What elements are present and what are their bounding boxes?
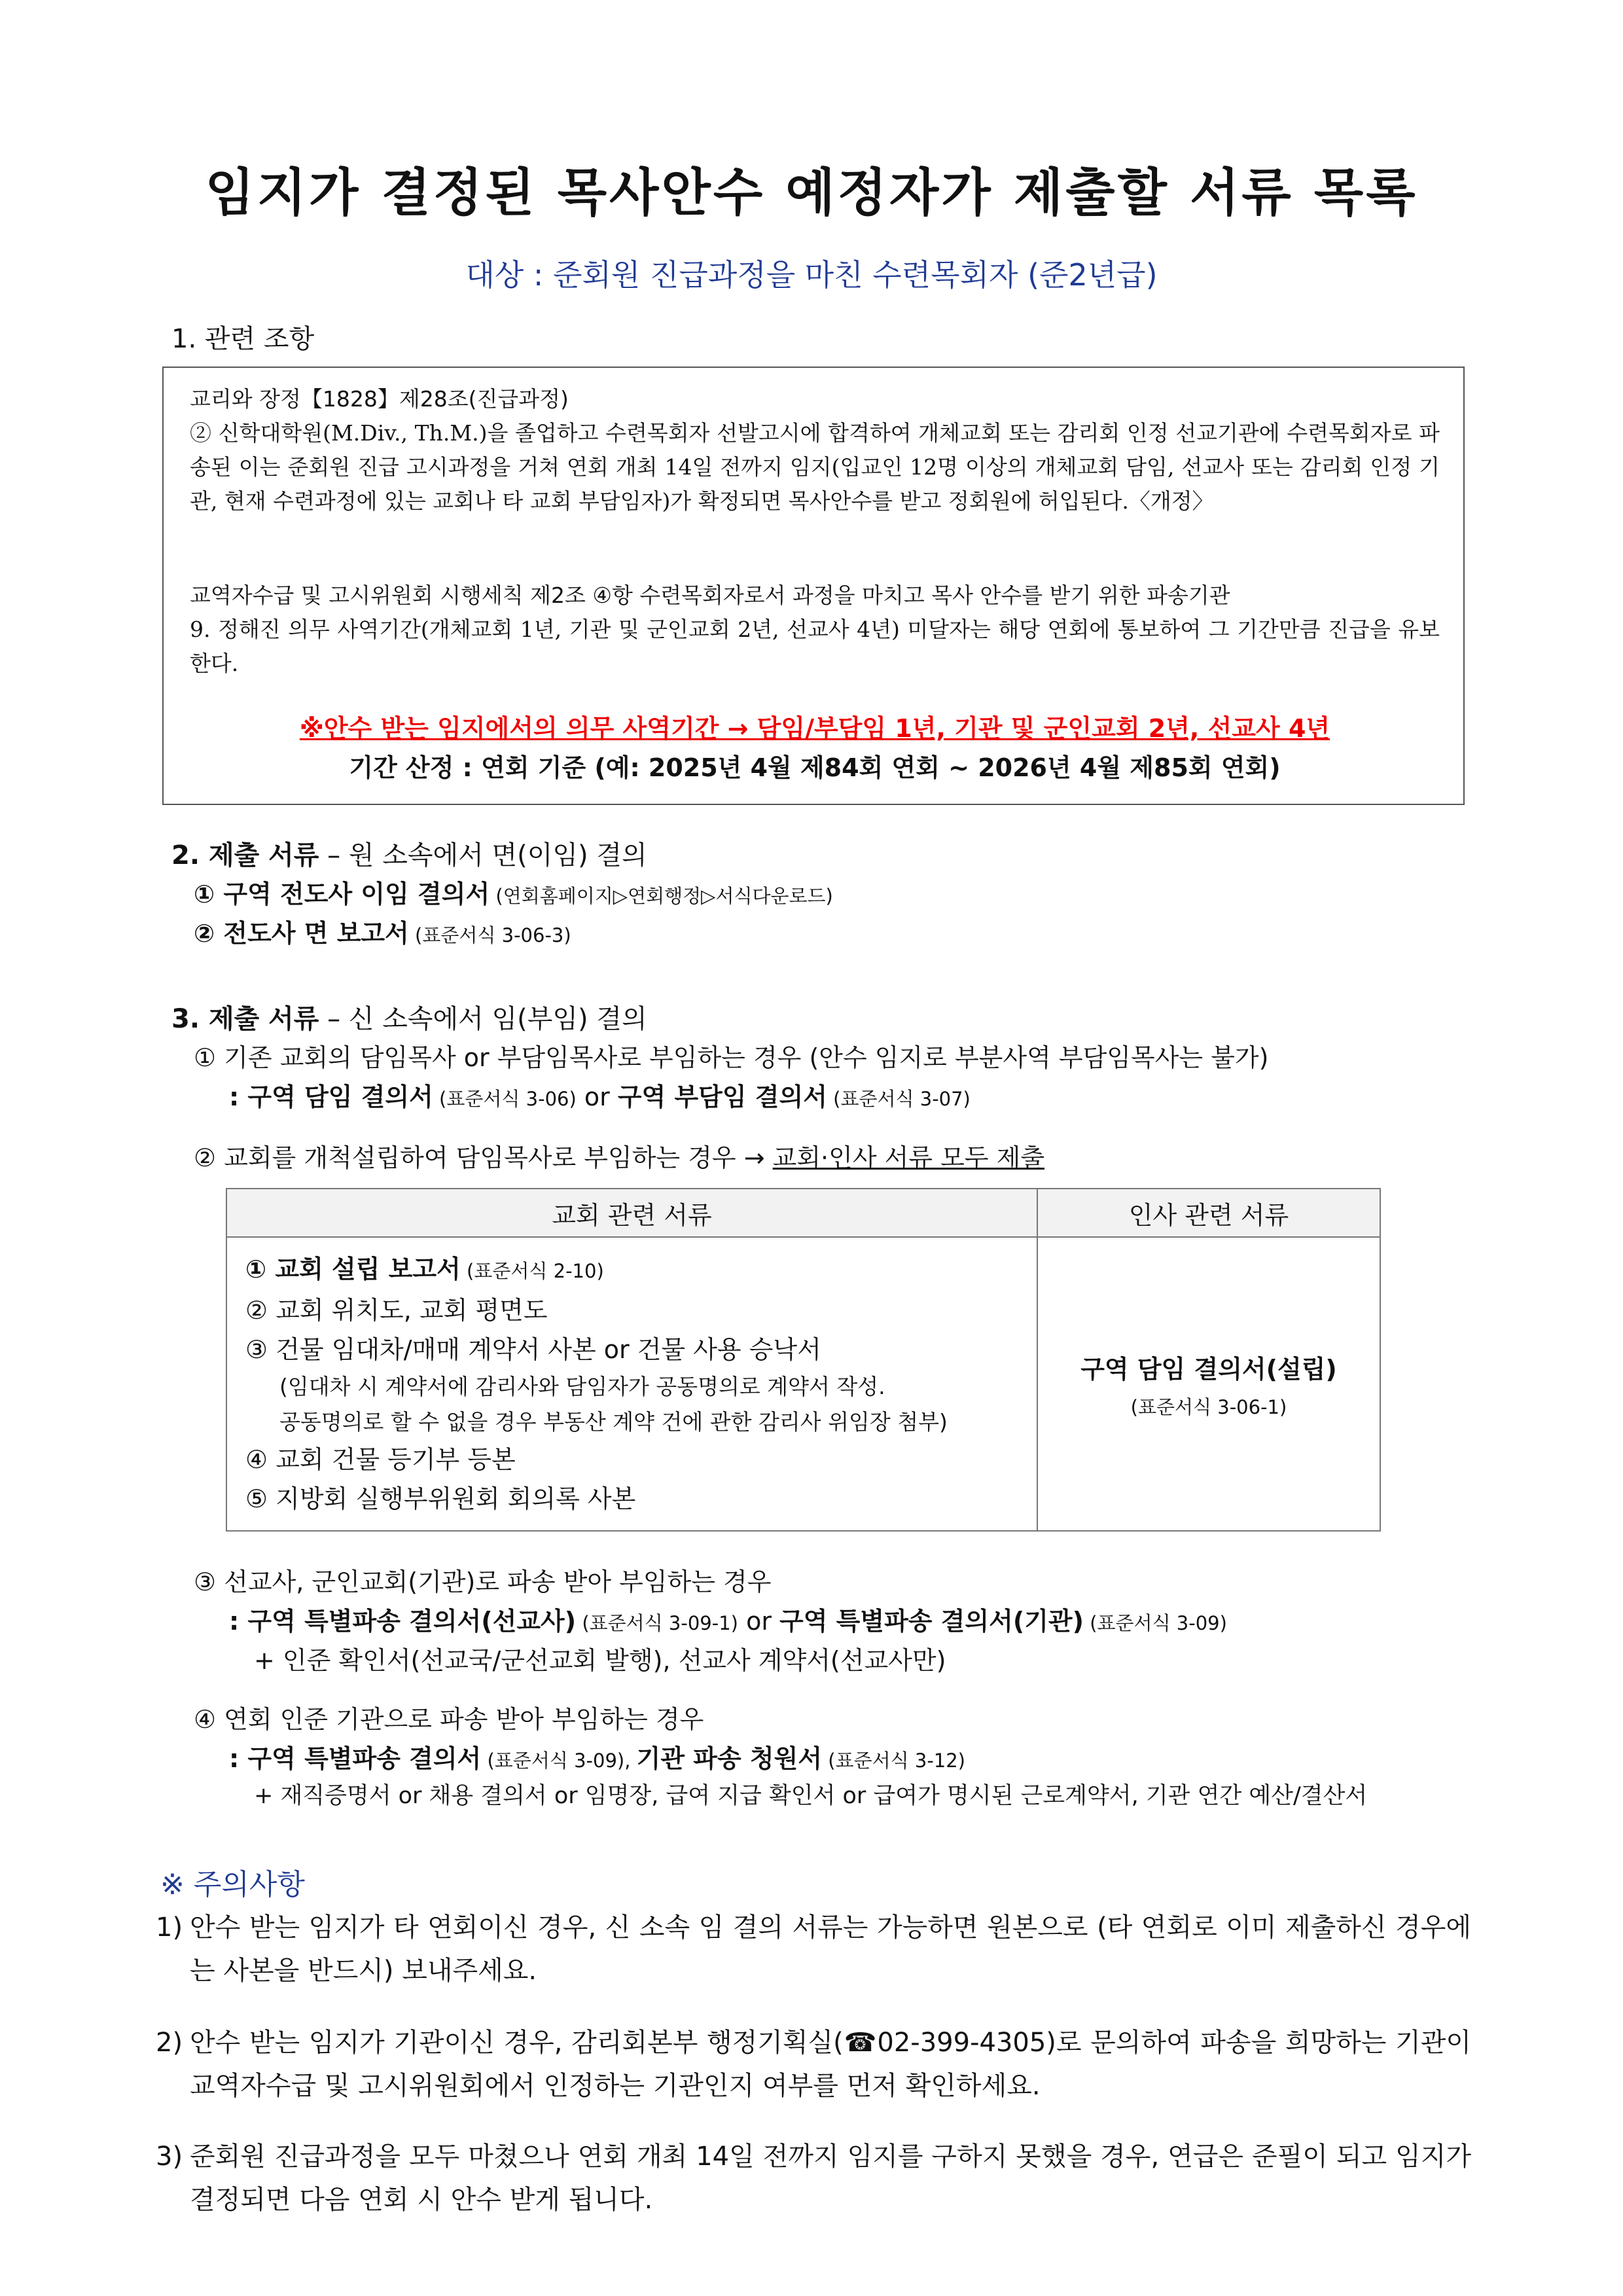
case-3-line: ③ 선교사, 군인교회(기관)로 파송 받아 부임하는 경우 bbox=[194, 1568, 772, 1596]
note-3 bbox=[156, 2135, 1471, 2221]
case-4-line: ④ 연회 인준 기관으로 파송 받아 부임하는 경우 bbox=[194, 1705, 704, 1734]
case-2-line bbox=[194, 1138, 1044, 1174]
regulation-1 bbox=[190, 382, 1440, 518]
personnel-doc-form: (표준서식 3-06-1) bbox=[1130, 1395, 1287, 1418]
church-doc-1-form: (표준서식 2-10) bbox=[460, 1260, 604, 1282]
regulation-2-body: 9. 정해진 의무 사역기간(개체교회 1년, 기관 및 군인교회 2년, 선교사 4년) 미달자는 해당 연회에 통보하여 그 기간만큼 진급을 유보한다. bbox=[190, 617, 1440, 676]
regulation-1-body: ② 신학대학원(M.Div., Th.M.)을 졸업하고 수련목회자 선발고시에 합격하여 개체교회 또는 감리회 인정 선교기관에 수련목회자로 파송된 이는 준회원 진급 고시과정을 거쳐 연회 개최 14일 전까지 임지(입교인 12명 이상의 개체교회 담임, 선교사 또는 감리회 인정 기관, 현재 수련과정에 있는 교회나 타 교회 부담임자)가 확정되면 목사안수를 받고 정회원에 허입된다.〈개정〉 bbox=[190, 420, 1440, 514]
case-1-or: or bbox=[576, 1083, 618, 1111]
section-2-item-2 bbox=[194, 913, 571, 949]
section-2-item-1-form: (연회홈페이지▷연회행정▷서식다운로드) bbox=[490, 885, 833, 907]
case-1-doc-b: 구역 부담임 결의서 bbox=[617, 1083, 827, 1111]
case-1-doc-b-form: (표준서식 3-07) bbox=[827, 1088, 971, 1110]
case-1-doc-a-form: (표준서식 3-06) bbox=[433, 1088, 577, 1110]
case-4-doc-a-form: (표준서식 3-09), bbox=[481, 1749, 637, 1772]
note-1-number: 1) bbox=[156, 1912, 183, 1943]
section-2-heading bbox=[171, 834, 647, 872]
note-3-number: 3) bbox=[156, 2142, 183, 2172]
personnel-documents-cell bbox=[1037, 1237, 1380, 1531]
personnel-doc-label: 구역 담임 결의서(설립) bbox=[1080, 1354, 1337, 1384]
case-3-doc-a: : 구역 특별파송 결의서(선교사) bbox=[229, 1607, 577, 1636]
regulation-1-title: 교리와 장정【1828】제28조(진급과정) bbox=[190, 386, 569, 412]
section-2-item-2-form: (표준서식 3-06-3) bbox=[408, 924, 571, 946]
church-doc-5: ⑤ 지방회 실행부위원회 회의록 사본 bbox=[245, 1484, 636, 1513]
church-doc-3: ③ 건물 임대차/매매 계약서 사본 or 건물 사용 승낙서 bbox=[245, 1335, 821, 1364]
case-2-underlined: 교회·인사 서류 모두 제출 bbox=[772, 1143, 1045, 1172]
page-title: 임지가 결정된 목사안수 예정자가 제출할 서류 목록 bbox=[205, 164, 1418, 223]
case-3-doc-b-form: (표준서식 3-09) bbox=[1084, 1612, 1227, 1634]
case-4-additional: + 재직증명서 or 채용 결의서 or 임명장, 급여 지급 확인서 or 급여가 명시된 근로계약서, 기관 연간 예산/결산서 bbox=[254, 1783, 1368, 1809]
case-3-additional: + 인준 확인서(선교국/군선교회 발행), 선교사 계약서(선교사만) bbox=[254, 1646, 946, 1675]
founding-documents-table bbox=[226, 1188, 1381, 1532]
church-documents-cell bbox=[226, 1237, 1037, 1531]
note-3-text: 준회원 진급과정을 모두 마쳤으나 연회 개최 14일 전까지 임지를 구하지 못했을 경우, 연급은 준필이 되고 임지가 결정되면 다음 연회 시 안수 받게 됩니다. bbox=[190, 2142, 1471, 2215]
section-2-item-1-label: ① 구역 전도사 이임 결의서 bbox=[194, 880, 490, 908]
notes-heading: ※ 주의사항 bbox=[160, 1868, 305, 1901]
case-3-or: or bbox=[738, 1607, 780, 1636]
section-3-heading-bold: 3. 제출 서류 bbox=[171, 1004, 319, 1034]
note-1 bbox=[156, 1906, 1471, 1992]
church-doc-3-note-2: 공동명의로 할 수 없을 경우 부동산 계약 건에 관한 감리사 위임장 첨부) bbox=[279, 1409, 948, 1435]
case-3-doc-a-form: (표준서식 3-09-1) bbox=[576, 1612, 738, 1634]
regulation-2-title: 교역자수급 및 고시위원회 시행세칙 제2조 ④항 수련목회자로서 과정을 마치고 목사 안수를 받기 위한 파송기관 bbox=[190, 583, 1230, 608]
note-1-text: 안수 받는 임지가 타 연회이신 경우, 신 소속 임 결의 서류는 가능하면 원본으로 (타 연회로 이미 제출하신 경우에는 사본을 반드시) 보내주세요. bbox=[190, 1912, 1471, 1986]
section-2-heading-bold: 2. 제출 서류 bbox=[171, 840, 319, 870]
case-2-text: ② 교회를 개척설립하여 담임목사로 부임하는 경우 → bbox=[194, 1143, 773, 1172]
section-1-heading: 1. 관련 조항 bbox=[171, 324, 315, 354]
regulation-box bbox=[162, 367, 1465, 805]
note-2-number: 2) bbox=[156, 2028, 183, 2058]
case-1-documents bbox=[229, 1077, 971, 1113]
section-2-item-1 bbox=[194, 874, 833, 910]
church-doc-2: ② 교회 위치도, 교회 평면도 bbox=[245, 1296, 548, 1325]
case-1-doc-a: : 구역 담임 결의서 bbox=[229, 1083, 433, 1111]
regulation-2 bbox=[190, 579, 1440, 681]
table-header-personnel: 인사 관련 서류 bbox=[1037, 1189, 1380, 1237]
church-doc-4: ④ 교회 건물 등기부 등본 bbox=[245, 1445, 516, 1474]
case-3-doc-b: 구역 특별파송 결의서(기관) bbox=[779, 1607, 1084, 1636]
section-3-heading bbox=[171, 998, 647, 1035]
church-doc-1 bbox=[245, 1249, 1018, 1291]
note-2-text: 안수 받는 임지가 기관이신 경우, 감리회본부 행정기획실(☎02-399-4305)로 문의하여 파송을 희망하는 기관이 교역자수급 및 고시위원회에서 인정하는 기관인지 여부를 먼저 확인하세요. bbox=[190, 2028, 1471, 2101]
church-doc-1-label: ① 교회 설립 보고서 bbox=[245, 1255, 461, 1283]
church-doc-3-note-1: (임대차 시 계약서에 감리사와 담임자가 공동명의로 계약서 작성. bbox=[279, 1374, 885, 1399]
section-3-heading-rest: – 신 소속에서 임(부임) 결의 bbox=[319, 1004, 647, 1034]
page-subtitle: 대상 : 준회원 진급과정을 마친 수련목회자 (준2년급) bbox=[465, 257, 1158, 293]
case-1-line: ① 기존 교회의 담임목사 or 부담임목사로 부임하는 경우 (안수 임지로 부분사역 부담임목사는 불가) bbox=[194, 1043, 1269, 1072]
case-4-doc-b-form: (표준서식 3-12) bbox=[822, 1749, 965, 1772]
section-2-heading-rest: – 원 소속에서 면(이임) 결의 bbox=[319, 840, 647, 870]
case-3-documents bbox=[229, 1601, 1227, 1637]
case-4-doc-b: 기관 파송 청원서 bbox=[636, 1744, 823, 1773]
note-2 bbox=[156, 2021, 1471, 2108]
table-header-church: 교회 관련 서류 bbox=[226, 1189, 1037, 1237]
section-2-item-2-label: ② 전도사 면 보고서 bbox=[194, 919, 409, 948]
case-4-doc-a: : 구역 특별파송 결의서 bbox=[229, 1744, 482, 1773]
period-calculation-note: 기간 산정 : 연회 기준 (예: 2025년 4월 제84회 연회 ~ 2026년 4월 제85회 연회) bbox=[349, 753, 1281, 782]
duty-period-note: ※안수 받는 임지에서의 의무 사역기간 → 담임/부담임 1년, 기관 및 군인교회 2년, 선교사 4년 bbox=[299, 714, 1330, 743]
case-4-documents bbox=[229, 1738, 965, 1774]
